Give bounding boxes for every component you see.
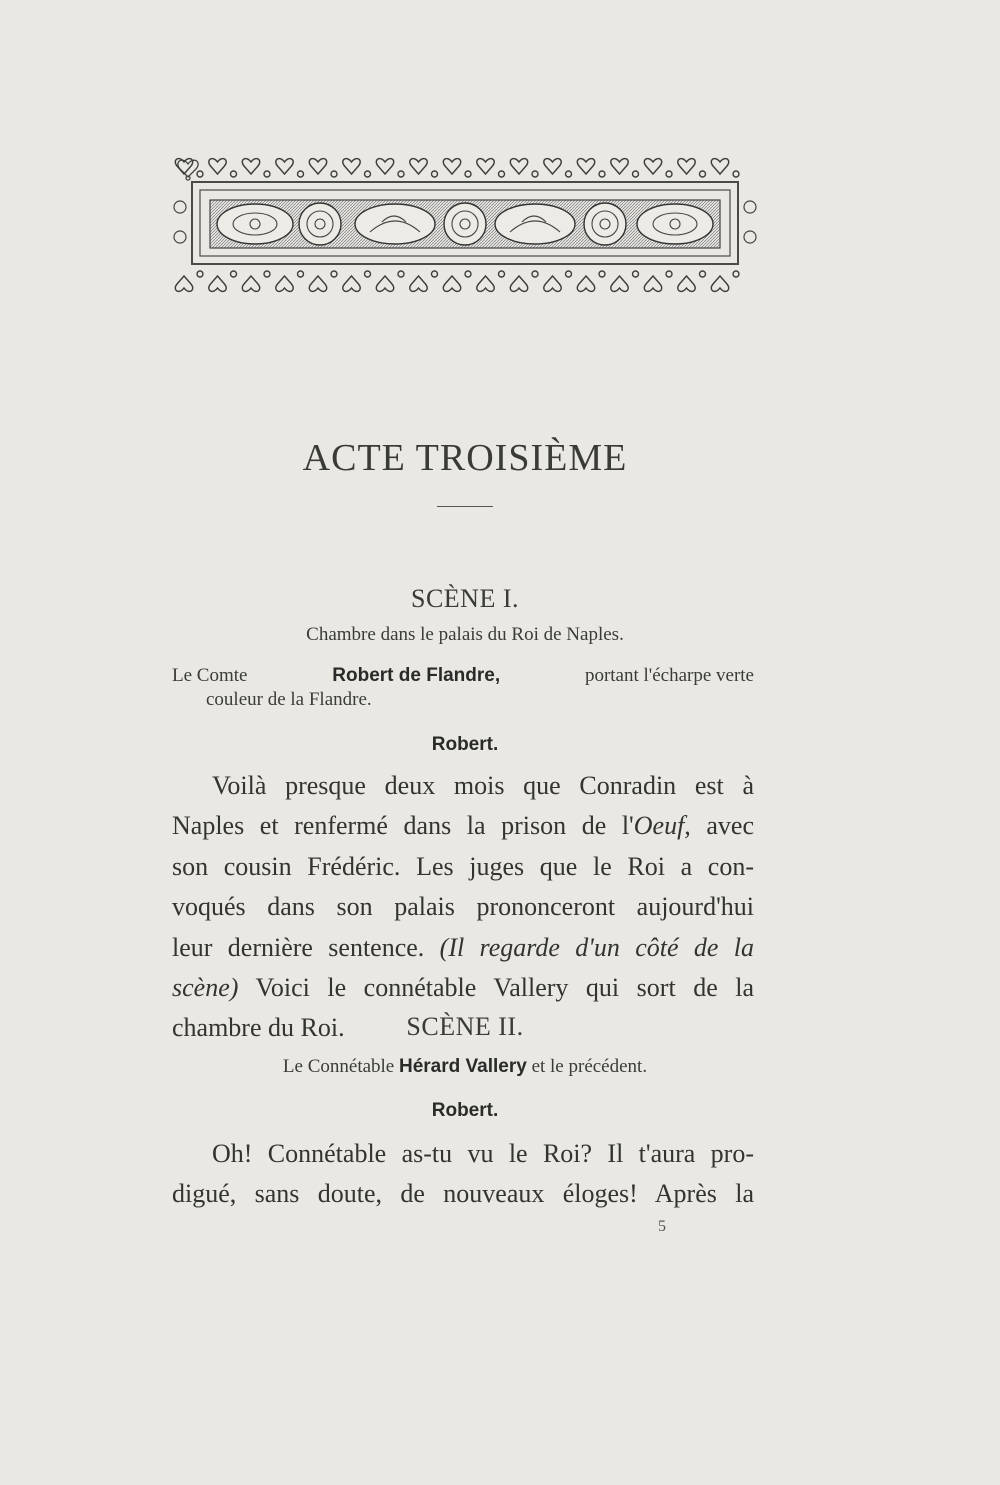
speech-line: Naples et renfermé dans la prison de l'Oeuf, avec xyxy=(172,811,755,841)
speech-line: voqués dans son palais prononceront aujourd'hui xyxy=(172,892,754,922)
ornament-headpiece xyxy=(170,152,760,298)
scene-2-setting: Le Connétable Hérard Vallery et le précédent. xyxy=(282,1056,648,1077)
cast-name: Robert de Flandre, xyxy=(332,665,501,686)
scene-2-speech xyxy=(172,1134,754,1215)
scene-2-heading: SCÈNE II. xyxy=(406,1012,524,1041)
title-rule xyxy=(437,506,493,507)
cast-line-2: couleur de la Flandre. xyxy=(206,689,372,710)
cast-suffix: portant l'écharpe verte xyxy=(584,665,754,686)
speech-line: leur dernière sentence. (Il regarde d'un côté de la xyxy=(172,932,754,962)
act-title: ACTE TROISIÈME xyxy=(302,437,628,479)
scene-1-speech xyxy=(172,766,754,1049)
speech-line: Voilà presque deux mois que Conradin est à xyxy=(212,771,754,800)
speech-line: scène) Voici le connétable Vallery qui sort de la xyxy=(172,972,755,1002)
speech-line: digué, sans doute, de nouveaux éloges! Après la xyxy=(172,1179,754,1209)
scene-1-cast xyxy=(172,664,754,712)
speech-line: Oh! Connétable as-tu vu le Roi? Il t'aura pro- xyxy=(212,1139,754,1168)
scene-1-heading: SCÈNE I. xyxy=(411,584,519,613)
speech-line: son cousin Frédéric. Les juges que le Roi a con- xyxy=(172,851,754,881)
page-number: 5 xyxy=(658,1218,666,1235)
scene-1-setting: Chambre dans le palais du Roi de Naples. xyxy=(306,624,624,645)
scene-2-speaker: Robert. xyxy=(431,1100,499,1121)
scene-1-speaker: Robert. xyxy=(431,734,499,755)
cast-prefix: Le Comte xyxy=(172,665,248,686)
speech-line: chambre du Roi. xyxy=(172,1013,345,1043)
